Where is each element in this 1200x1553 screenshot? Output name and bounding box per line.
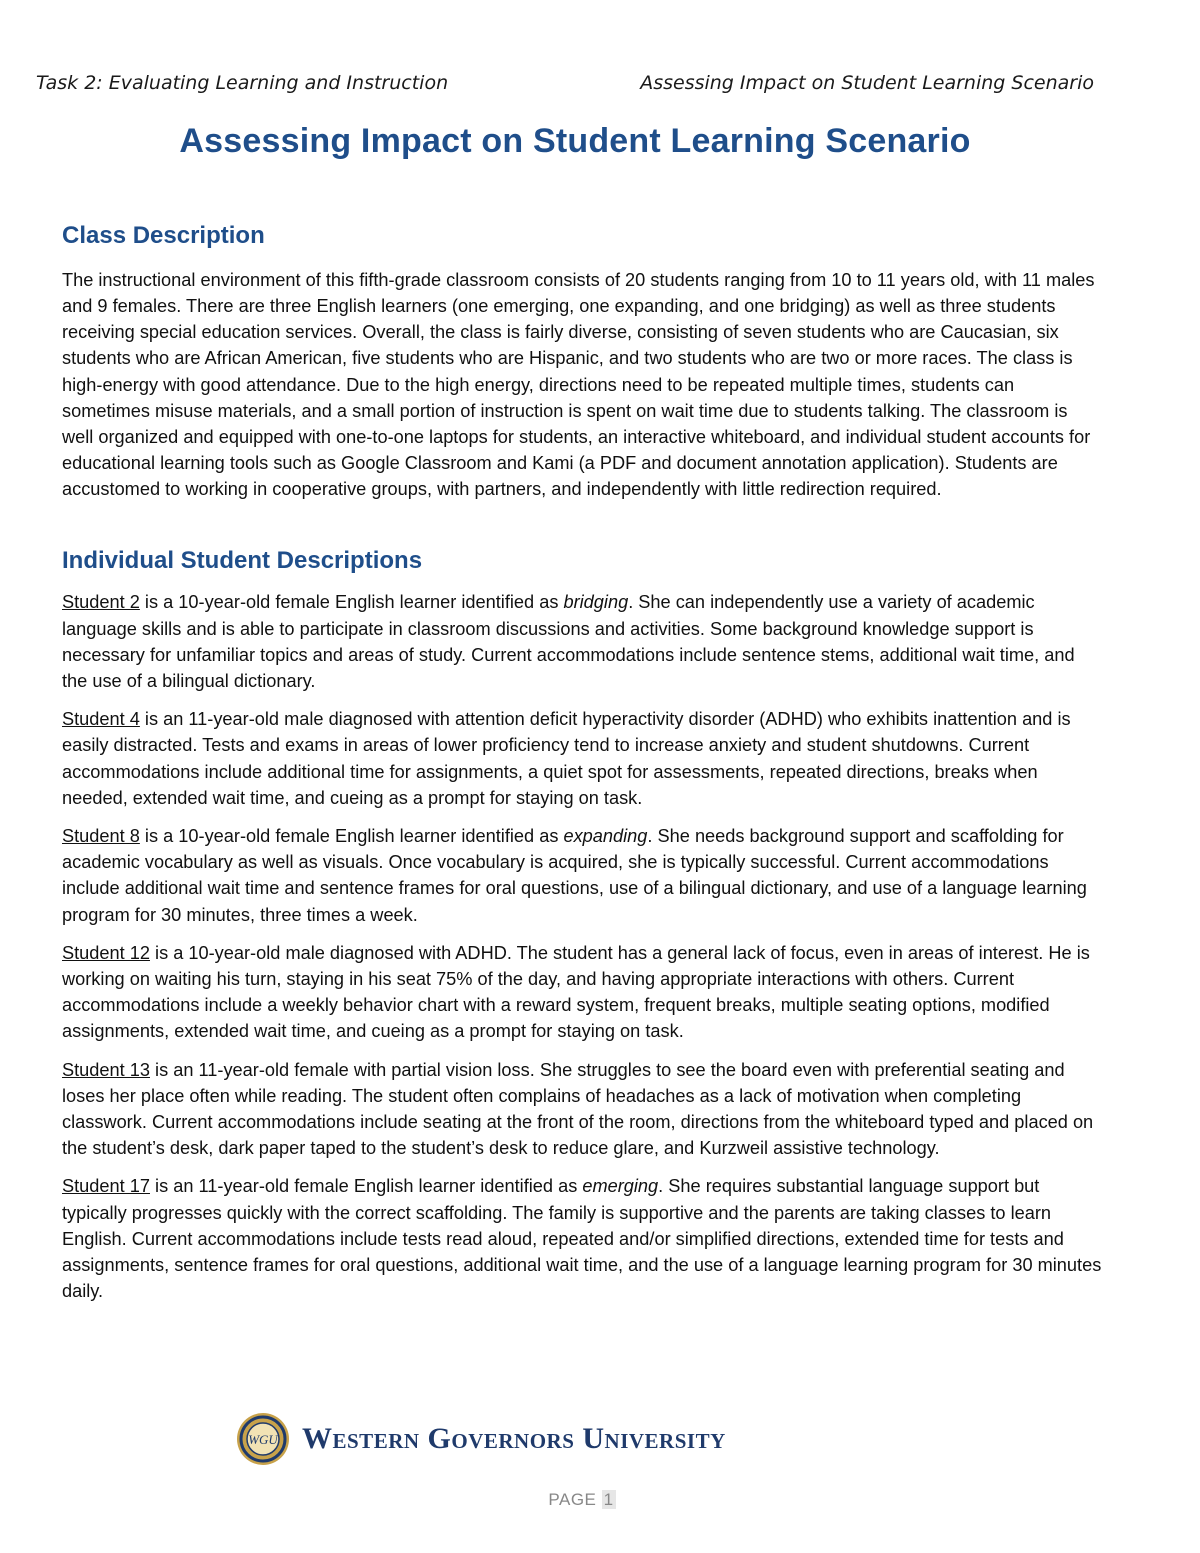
individual-students-heading: Individual Student Descriptions bbox=[62, 546, 423, 574]
student-text: is a 10-year-old female English learner identified as bbox=[139, 826, 564, 847]
page-label: PAGE bbox=[548, 1490, 597, 1509]
class-description-heading: Class Description bbox=[62, 222, 265, 249]
running-header-right: Assessing Impact on Student Learning Scenario bbox=[640, 72, 1094, 94]
el-level: expanding bbox=[563, 826, 648, 847]
document-body bbox=[62, 222, 1102, 1317]
student-label: Student 12 bbox=[62, 942, 150, 963]
student-label: Student 13 bbox=[62, 1059, 150, 1080]
student-label: Student 17 bbox=[62, 1176, 150, 1197]
student-text-cont: . She can independently use a variety of academic language skills and is able to participate in classroom discussions and activities. Some background knowledge support is necessary for unfamiliar topics and areas of study. Current accommodations include sentence stems, additional wait time, and the use of a bilingual dictionary. bbox=[62, 592, 1075, 692]
class-description-text: The instructional environment of this fifth-grade classroom consists of 20 students ranging from 10 to 11 years old, with 11 males and 9 females. There are three English learners (one emerging, one expanding, and one bridging) as well as three students receiving special education services. Overall, the class is fairly diverse, consisting of seven students who are Caucasian, six students who are African American, five students who are Hispanic, and two students who are two or more races. The class is high-energy with good attendance. Due to the high energy, directions need to be repeated multiple times, students can sometimes misuse materials, and a small portion of instruction is spent on wait time due to students talking. The classroom is well organized and equipped with one-to-one laptops for students, an interactive whiteboard, and individual student accounts for educational learning tools such as Google Classroom and Kami (a PDF and document annotation application). Students are accustomed to working in cooperative groups, with partners, and independently with little redirection required. bbox=[62, 269, 1095, 500]
student-description bbox=[62, 940, 1102, 1045]
seal-lettering: WGU bbox=[248, 1432, 278, 1447]
student-label: Student 2 bbox=[62, 592, 140, 613]
student-description bbox=[62, 1173, 1102, 1304]
page-number bbox=[0, 1490, 1164, 1510]
student-label: Student 8 bbox=[62, 826, 140, 847]
running-header-left: Task 2: Evaluating Learning and Instruction bbox=[36, 72, 449, 94]
page-title: Assessing Impact on Student Learning Scenario bbox=[179, 122, 971, 160]
student-text: is an 11-year-old male diagnosed with attention deficit hyperactivity disorder (ADHD) who exhibits inattention and is easily distracted. Tests and exams in areas of lower proficiency tend to increase anxiety and student shutdowns. Current accommodations include additional time for assignments, a quiet spot for assessments, repeated directions, breaks when needed, extended wait time, and cueing as a prompt for staying on task. bbox=[62, 709, 1071, 808]
student-text: is a 10-year-old male diagnosed with ADHD. The student has a general lack of focus, even in areas of interest. He is working on waiting his turn, staying in his seat 75% of the day, and having appropriate interactions with others. Current accommodations include a weekly behavior chart with a reward system, frequent breaks, multiple seating options, modified assignments, extended wait time, and cueing as a prompt for staying on task. bbox=[62, 942, 1090, 1042]
university-wordmark: Western Governors University bbox=[302, 1422, 726, 1455]
el-level: bridging bbox=[563, 592, 629, 613]
student-text-cont: . She needs background support and scaffolding for academic vocabulary as well as visuals. Once vocabulary is acquired, she is typically successful. Current accommodations include additional wait time and sentence frames for oral questions, use of a bilingual dictionary, and use of a language learning program for 30 minutes, three times a week. bbox=[62, 826, 1087, 925]
student-text-cont: . She requires substantial language support but typically progresses quickly with the correct scaffolding. The family is supportive and the parents are taking classes to learn English. Current accommodations include tests read aloud, repeated and/or simplified directions, extended time for tests and assignments, sentence frames for oral questions, additional wait time, and the use of a language learning program for 30 minutes daily. bbox=[62, 1176, 1102, 1302]
student-description bbox=[62, 706, 1102, 811]
student-description bbox=[62, 589, 1102, 694]
running-header bbox=[36, 72, 1094, 94]
university-logo bbox=[236, 1412, 726, 1466]
student-label: Student 4 bbox=[62, 709, 140, 730]
student-text: is an 11-year-old female with partial vision loss. She struggles to see the board even with preferential seating and loses her place often while reading. The student often complains of headaches as a lack of motivation when completing classwork. Current accommodations include seating at the front of the room, directions from the whiteboard typed and placed on the student’s desk, dark paper taped to the student’s desk to reduce glare, and Kurzweil assistive technology. bbox=[62, 1059, 1094, 1159]
student-description bbox=[62, 1057, 1102, 1162]
student-description bbox=[62, 823, 1102, 928]
university-seal-icon bbox=[236, 1412, 290, 1466]
page-number-value: 1 bbox=[603, 1490, 614, 1509]
student-text: is an 11-year-old female English learner identified as bbox=[149, 1176, 583, 1197]
student-text: is a 10-year-old female English learner identified as bbox=[139, 592, 564, 613]
el-level: emerging bbox=[582, 1176, 659, 1197]
